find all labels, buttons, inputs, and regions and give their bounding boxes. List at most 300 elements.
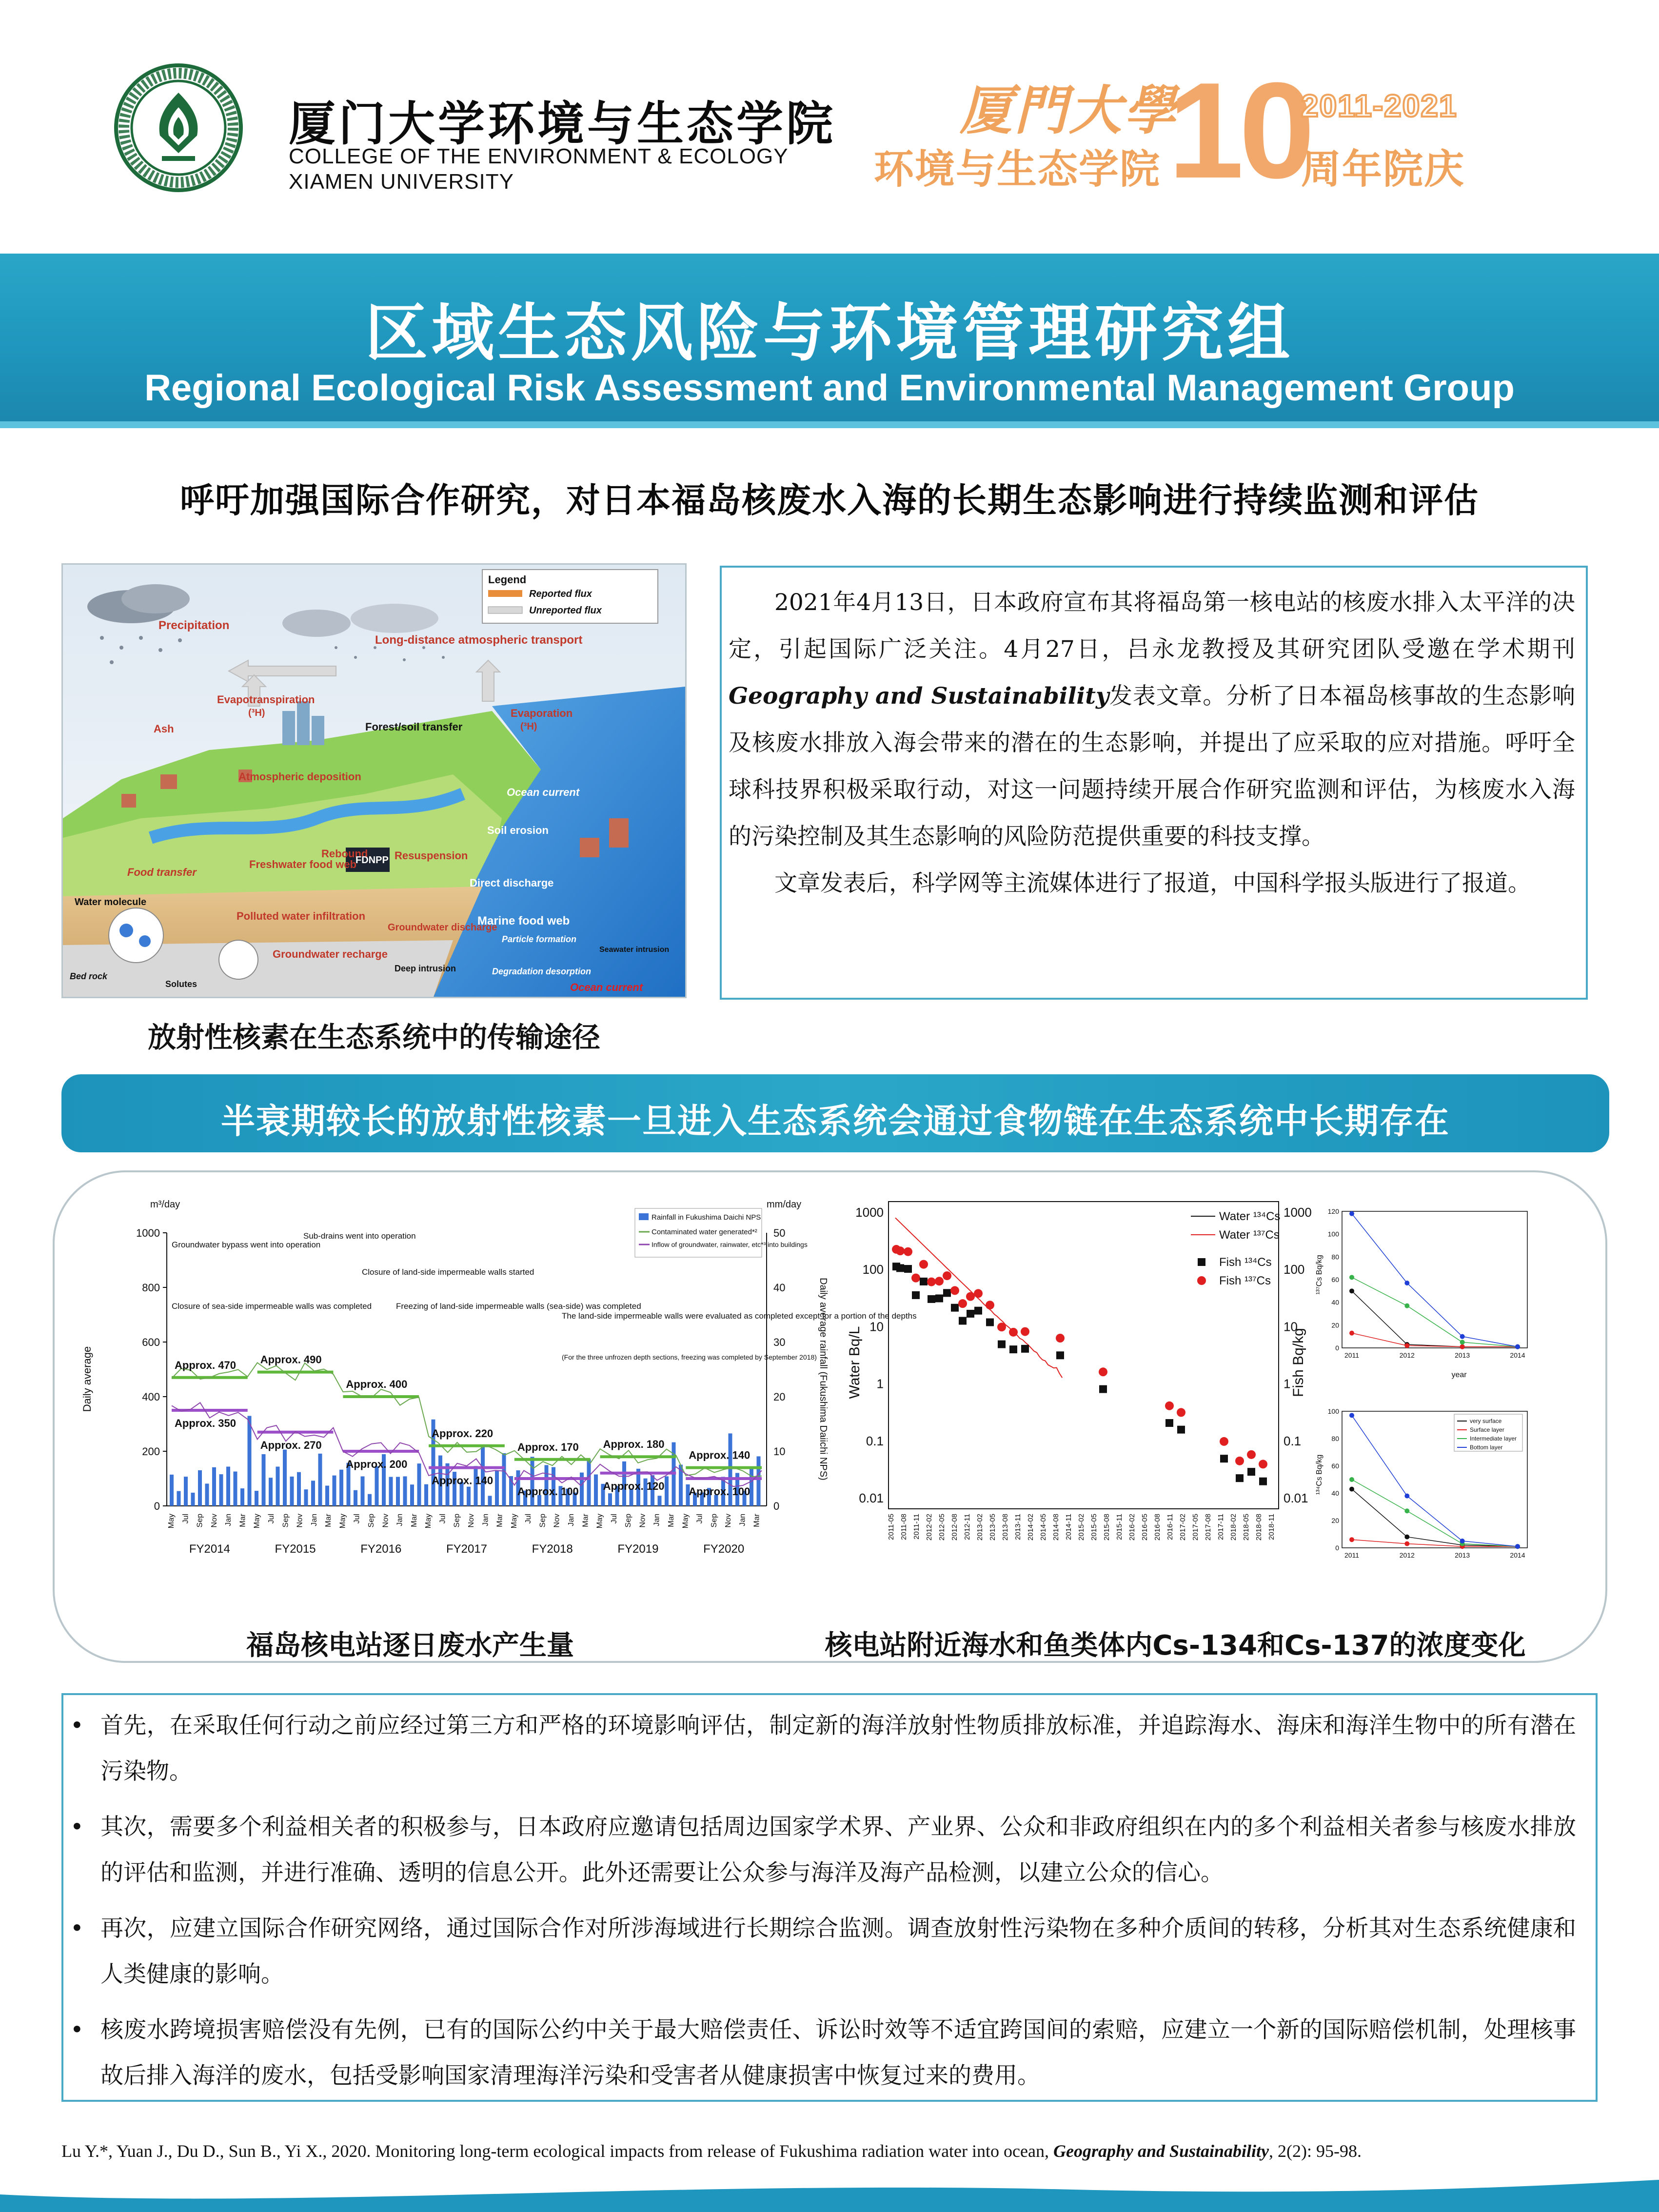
small-series-point [1349, 1288, 1354, 1293]
small-series-line [1352, 1214, 1518, 1347]
rainfall-bar [531, 1457, 534, 1506]
month-label: Sep [281, 1514, 290, 1528]
rainfall-bar [658, 1496, 662, 1506]
label-resuspension: Resuspension [395, 849, 468, 862]
cs-xtick-label: 2017-05 [1191, 1514, 1200, 1541]
reference-authors: Lu Y.*, Yuan J., Du D., Sun B., Yi X., 2020. Monitoring long-term ecological impacts from release of Fukushima radiation water into ocean, [61, 2141, 1053, 2161]
water-ytick-label: 600 [142, 1336, 160, 1348]
water-annotation: Closure of sea-side impermeable walls was completed [172, 1302, 372, 1311]
month-label: Mar [410, 1514, 418, 1527]
transport-illustration [63, 565, 685, 997]
month-label: Jul [267, 1514, 276, 1524]
recommendation-4: • 核废水跨境损害赔偿没有先例，已有的国际公约中关于最大赔偿责任、诉讼时效等不适宜跨国间的索赔，应建立一个新的国际赔偿机制，处理核事故后排入海洋的废水，包括受影响国家清理海洋污染和受害者从健康损害中恢复过来的费用。 [88, 2007, 1576, 2099]
water-annotation: Sub-drains went into operation [303, 1231, 416, 1241]
month-label: Nov [210, 1514, 218, 1528]
rainfall-bar [339, 1470, 343, 1506]
cs-xtick-label: 2017-11 [1217, 1514, 1225, 1540]
small-ytick-label: 80 [1331, 1253, 1339, 1261]
month-label: Jan [310, 1514, 318, 1526]
small-ytick-label: 120 [1327, 1207, 1339, 1215]
cs-xtick-label: 2012-05 [938, 1514, 946, 1541]
rainfall-bar [389, 1477, 393, 1506]
fish-cs137-point [1177, 1408, 1185, 1417]
cs-xtick-label: 2015-05 [1090, 1514, 1098, 1541]
cs-xtick-label: 2016-02 [1128, 1514, 1136, 1541]
rainfall-bar [368, 1494, 372, 1506]
cs-xtick-label: 2016-11 [1166, 1514, 1174, 1540]
label-ocean-current-bottom: Ocean current [570, 981, 643, 993]
legend-water137: Water ¹³⁷Cs [1219, 1228, 1280, 1242]
cs-xtick-label: 2018-02 [1229, 1514, 1238, 1541]
month-label: Jul [610, 1514, 618, 1524]
reference-citation [61, 2141, 1362, 2161]
water-ytick-right-label: 20 [773, 1391, 786, 1403]
small-series-point [1404, 1541, 1409, 1546]
water-ylabel-right: Daily average rainfall (Fukushima Daiichi NPS) [818, 1278, 829, 1481]
approx-label: Approx. 100 [517, 1485, 579, 1498]
fish-cs134-point [920, 1278, 928, 1285]
fish-cs134-point [998, 1341, 1006, 1348]
label-seawater-intrusion: Seawater intrusion [599, 946, 670, 954]
fish-cs137-point [1021, 1327, 1029, 1336]
cs-xtick-label: 2015-08 [1103, 1514, 1111, 1541]
fish-cs137-point [943, 1271, 951, 1280]
label-deep-intrusion: Deep intrusion [395, 964, 456, 973]
approx-label: Approx. 120 [603, 1480, 665, 1492]
cs-xtick-label: 2012-11 [963, 1514, 971, 1540]
small-ytick-label: 0 [1335, 1544, 1339, 1552]
small-series-point [1515, 1344, 1520, 1349]
cs-xtick-label: 2015-11 [1115, 1514, 1124, 1540]
fish-cs137-point [896, 1246, 905, 1255]
rainfall-bar [170, 1475, 174, 1506]
cs-xtick-label: 2018-11 [1267, 1514, 1276, 1540]
fy-label: FY2019 [617, 1542, 659, 1556]
cs-xtick-label: 2012-08 [950, 1514, 959, 1541]
month-label: Nov [724, 1514, 733, 1528]
transport-diagram-caption: 放射性核素在生态系统中的传输途径 [147, 1021, 600, 1054]
recommendation-2: • 其次，需要多个利益相关者的积极参与，日本政府应邀请包括周边国家学术界、产业界、公众和非政府组织在内的多个利益相关者参与核废水排放的评估和监测，并进行准确、透明的信息公开。此外还需要让公众参与海洋及海产品检测，以建立公众的信心。 [88, 1804, 1576, 1896]
fish-cs134-point [1165, 1419, 1173, 1427]
month-label: Mar [581, 1514, 590, 1527]
approx-label: Approx. 470 [175, 1359, 236, 1371]
small-series-point [1404, 1535, 1409, 1540]
month-label: Mar [495, 1514, 504, 1527]
cs-chart-axes [855, 1202, 1312, 1540]
rainfall-bar [198, 1470, 202, 1506]
water-annotation: Groundwater bypass went into operation [172, 1240, 321, 1249]
month-label: Jan [652, 1514, 661, 1526]
month-label: Sep [624, 1514, 633, 1528]
college-name-cn: 厦门大学环境与生态学院 [289, 97, 836, 151]
rainfall-bar [184, 1477, 188, 1506]
cs-xtick-label: 2011-05 [887, 1514, 895, 1540]
fish-cs137-point [927, 1278, 936, 1286]
legend-title: Legend [488, 573, 527, 586]
college-name-en: COLLEGE OF THE ENVIRONMENT & ECOLOGY [289, 144, 789, 168]
month-label: Sep [710, 1514, 718, 1528]
cs-xtick-label: 2017-02 [1179, 1514, 1187, 1541]
cs-xtick-label: 2014-05 [1039, 1514, 1047, 1541]
month-label: Sep [196, 1514, 204, 1528]
cs-ytick-right-label: 0.1 [1284, 1433, 1302, 1448]
cs-xtick-label: 2017-08 [1204, 1514, 1212, 1541]
approx-label: Approx. 400 [346, 1378, 408, 1390]
small-xtick-label: 2012 [1399, 1351, 1415, 1359]
rainfall-bar [177, 1491, 181, 1506]
label-groundwater-discharge: Groundwater discharge [388, 922, 497, 933]
small-series-point [1349, 1331, 1354, 1336]
legend-fish137: Fish ¹³⁷Cs [1219, 1274, 1271, 1287]
cs-xtick-label: 2016-05 [1141, 1514, 1149, 1541]
small-series-point [1349, 1211, 1354, 1216]
small-series-point [1460, 1334, 1465, 1339]
cs-xtick-label: 2018-08 [1255, 1514, 1263, 1541]
small-plot-frame [1342, 1211, 1527, 1348]
recommendations-box [61, 1693, 1598, 2102]
month-label: Jan [395, 1514, 404, 1526]
fish-cs137-point [1235, 1457, 1244, 1465]
label-food-transfer: Food transfer [127, 866, 197, 878]
label-solutes: Solutes [165, 979, 198, 989]
cs-ylabel-right: Fish Bq/kg [1290, 1328, 1306, 1397]
anniversary-number: 10 [1168, 55, 1310, 207]
small-xtick-label: 2013 [1455, 1351, 1470, 1359]
legend-fish134: Fish ¹³⁴Cs [1219, 1256, 1272, 1269]
approx-label: Approx. 200 [346, 1458, 408, 1470]
rainfall-bar [417, 1463, 421, 1506]
small-legend-label: Bottom layer [1470, 1444, 1503, 1451]
cs-ytick-right-label: 1 [1284, 1376, 1291, 1391]
label-ocean-current-top: Ocean current [507, 786, 580, 798]
rainfall-bar [212, 1467, 216, 1506]
rainfall-bar [587, 1459, 591, 1506]
cs-ytick-label: 1 [876, 1376, 884, 1391]
small-ytick-label: 100 [1327, 1407, 1339, 1415]
label-evapotranspiration: Evapotranspiration [217, 693, 315, 706]
fish-cs134-point [1259, 1478, 1267, 1485]
intro-paragraph-1 [729, 579, 1575, 860]
fy-label: FY2018 [532, 1542, 573, 1556]
legend-rainfall-swatch [639, 1213, 649, 1220]
approx-label: Approx. 270 [260, 1439, 322, 1451]
cs-xtick-label: 2013-11 [1014, 1514, 1022, 1540]
small-ytick-label: 60 [1331, 1276, 1339, 1284]
rainfall-bar [410, 1484, 414, 1506]
footer-wave [0, 2180, 1659, 2212]
rainfall-bar [234, 1472, 237, 1506]
water-ytick-right-label: 10 [773, 1445, 786, 1458]
section-banner-text: 半衰期较长的放射性核素一旦进入生态系统会通过食物链在生态系统中长期存在 [221, 1101, 1450, 1141]
rainfall-bar [318, 1454, 322, 1506]
small-xtick-label: 2011 [1344, 1351, 1360, 1359]
fy-label: FY2017 [446, 1542, 488, 1556]
label-ash: Ash [154, 723, 174, 735]
rainfall-bar [495, 1470, 499, 1506]
water-unit-right: mm/day [767, 1199, 802, 1210]
fy-label: FY2020 [703, 1542, 745, 1556]
fish-cs137-point [997, 1323, 1006, 1331]
charts-panel [53, 1170, 1607, 1663]
fish-cs134-point [1236, 1474, 1244, 1482]
legend-reported: Reported flux [529, 589, 592, 599]
rainfall-bar [333, 1476, 336, 1506]
water-chart-approx-labels [175, 1354, 750, 1498]
small-ytick-label: 20 [1331, 1517, 1339, 1524]
fish-cs137-point [1220, 1437, 1228, 1446]
rainfall-bar [396, 1477, 400, 1506]
water-ytick-label: 200 [142, 1445, 160, 1458]
fish-cs137-point [974, 1289, 983, 1298]
label-forest-soil: Forest/soil transfer [365, 721, 463, 733]
month-label: Jul [353, 1514, 361, 1524]
rainfall-bar [757, 1456, 761, 1506]
fy-label: FY2016 [360, 1542, 402, 1556]
rainfall-bar [354, 1490, 357, 1506]
fish-cs134-point [1021, 1345, 1029, 1353]
legend-inflow: Inflow of groundwater, rainwater, etc*³ into buildings [652, 1241, 808, 1248]
small-series-point [1349, 1537, 1354, 1542]
rainfall-bar [262, 1454, 266, 1506]
small-series-point [1349, 1275, 1354, 1280]
month-label: May [338, 1514, 347, 1529]
legend-unreported: Unreported flux [529, 605, 602, 616]
small-top-xlabel: year [1451, 1371, 1467, 1379]
month-label: May [253, 1514, 261, 1529]
poster-subtitle: 呼吁加强国际合作研究，对日本福岛核废水入海的长期生态影响进行持续监测和评估 [180, 480, 1479, 520]
small-xtick-label: 2013 [1455, 1551, 1470, 1559]
month-label: Jan [481, 1514, 490, 1526]
cs-ytick-right-label: 10 [1284, 1319, 1298, 1334]
fish-cs134-point [1099, 1385, 1107, 1393]
cs-ytick-label: 100 [862, 1262, 884, 1277]
month-label: Nov [467, 1514, 475, 1528]
cs-xtick-label: 2018-05 [1242, 1514, 1250, 1541]
small-ytick-label: 60 [1331, 1462, 1339, 1470]
legend-rainfall: Rainfall in Fukushima Daichi NPS [652, 1213, 761, 1222]
anniversary-label: 周年院庆 [1301, 146, 1465, 193]
label-degradation: Degradation desorption [492, 967, 592, 976]
approx-label: Approx. 220 [432, 1427, 494, 1440]
approx-label: Approx. 350 [175, 1417, 236, 1429]
anniversary-college: 环境与生态学院 [874, 146, 1161, 193]
intro-journal-name: Geography and Sustainability [729, 683, 1109, 710]
small-top-ylabel: ¹³⁷Cs Bq/kg [1315, 1255, 1323, 1295]
label-marine-food-web: Marine food web [477, 914, 570, 928]
cs-ytick-label: 10 [869, 1319, 884, 1334]
fish-cs137-point [919, 1260, 928, 1269]
water-ytick-right-label: 0 [773, 1500, 780, 1512]
title-band [0, 254, 1659, 428]
legend-contaminated: Contaminated water generated*² [652, 1228, 757, 1236]
rainfall-bar [219, 1474, 223, 1506]
fish-cs134-point [896, 1264, 904, 1272]
label-long-distance: Long-distance atmospheric transport [375, 633, 583, 647]
fish-cs137-point [1056, 1334, 1065, 1343]
water-chart-caption: 福岛核电站逐日废水产生量 [246, 1630, 574, 1661]
approx-label: Approx. 490 [260, 1353, 322, 1366]
rainfall-bar [665, 1476, 669, 1506]
fish-cs137-point [950, 1286, 959, 1295]
water-annotation: Closure of land-side impermeable walls started [362, 1267, 534, 1277]
month-label: May [167, 1514, 176, 1529]
month-label: Jul [524, 1514, 533, 1524]
cs-xtick-label: 2014-08 [1052, 1514, 1060, 1541]
small-series-point [1404, 1343, 1409, 1348]
fish-cs137-point [911, 1274, 920, 1283]
fish-cs134-point [959, 1317, 967, 1324]
fish-cs134-point [1009, 1345, 1017, 1353]
intro-text-b: 发表文章。分析了日本福岛核事故的生态影响及核废水排放入海会带来的潜在的生态影响，并提出了应采取的应对措施。呼吁全球科技界积极采取行动，对这一问题持续开展合作研究监测和评估，为核废水入海的污染控制及其生态影响的风险防范提供重要的科技支撑。 [729, 683, 1575, 850]
fy-label: FY2015 [275, 1542, 316, 1556]
cs137-layer-chart [1313, 1202, 1537, 1387]
small-xtick-label: 2014 [1510, 1351, 1525, 1359]
month-label: Jul [695, 1514, 704, 1524]
legend-water134: Water ¹³⁴Cs [1219, 1210, 1281, 1223]
small-ytick-label: 100 [1327, 1230, 1339, 1238]
rainfall-bar [502, 1453, 506, 1506]
fish-cs137-point [966, 1292, 975, 1301]
small-bot-content [1328, 1407, 1527, 1559]
month-label: May [510, 1514, 518, 1529]
rainfall-bar [608, 1493, 612, 1506]
legend-fish134-swatch [1198, 1258, 1205, 1266]
cs-xtick-label: 2016-08 [1153, 1514, 1162, 1541]
month-label: Nov [553, 1514, 561, 1528]
rainfall-bar [248, 1416, 252, 1506]
approx-label: Approx. 140 [432, 1474, 494, 1487]
small-legend-label: Intermediate layer [1470, 1435, 1517, 1442]
label-evaporation: Evaporation [511, 707, 573, 719]
label-soil-erosion: Soil erosion [487, 824, 549, 836]
label-direct-discharge: Direct discharge [470, 877, 554, 889]
label-fdnpp: FDNPP [356, 855, 389, 866]
cs-xtick-label: 2015-02 [1077, 1514, 1086, 1541]
rainfall-bar [467, 1487, 471, 1506]
cs-chart-caption: 核电站附近海水和鱼类体内Cs-134和Cs-137的浓度变化 [825, 1630, 1526, 1661]
small-series-point [1460, 1340, 1465, 1344]
cs-chart-legend [1191, 1210, 1280, 1287]
section-banner [61, 1074, 1609, 1152]
water-ytick-label: 800 [142, 1282, 160, 1294]
fish-cs134-point [904, 1265, 912, 1273]
month-label: Sep [367, 1514, 375, 1528]
cs-xtick-label: 2014-11 [1065, 1514, 1073, 1540]
rainfall-bar [403, 1476, 407, 1506]
month-label: Nov [638, 1514, 647, 1528]
rainfall-bar [325, 1486, 329, 1506]
small-series-point [1404, 1508, 1409, 1513]
fish-cs134-point [967, 1310, 974, 1318]
month-label: May [681, 1514, 690, 1529]
month-label: Sep [453, 1514, 461, 1528]
label-bed-rock: Bed rock [70, 971, 108, 981]
water-ylabel-left: Daily average [81, 1346, 93, 1412]
month-label: Sep [538, 1514, 547, 1528]
small-series-line [1352, 1277, 1518, 1346]
small-ytick-label: 20 [1331, 1321, 1339, 1329]
small-legend-label: very surface [1470, 1418, 1502, 1424]
group-title-cn: 区域生态风险与环境管理研究组 [365, 297, 1294, 370]
radionuclide-transport-diagram [61, 563, 687, 998]
water-unit-left: m³/day [150, 1199, 180, 1210]
cs-xtick-label: 2011-11 [912, 1514, 921, 1540]
fish-cs134-point [951, 1304, 959, 1312]
month-label: Jan [738, 1514, 747, 1526]
small-xtick-label: 2014 [1510, 1551, 1525, 1559]
small-ytick-label: 80 [1331, 1435, 1339, 1442]
small-series-point [1460, 1344, 1465, 1349]
fish-cs137-point [1247, 1450, 1256, 1459]
fish-cs137-point [1009, 1328, 1018, 1337]
water-ytick-right-label: 50 [773, 1227, 786, 1239]
fish-cs134-point [943, 1289, 951, 1297]
rainfall-bar [594, 1475, 598, 1506]
fish-cs134-point [974, 1307, 982, 1315]
cs-ytick-label: 0.01 [859, 1491, 884, 1505]
rainfall-bar [255, 1491, 258, 1506]
fish-cs134-point [986, 1318, 994, 1326]
reference-volume: , 2(2): 95-98. [1269, 2141, 1362, 2161]
anniversary-university: 厦門大學 [960, 80, 1179, 141]
small-ytick-label: 0 [1335, 1344, 1339, 1352]
fish-cs134-point [912, 1291, 920, 1299]
small-series-line [1352, 1489, 1518, 1547]
month-label: May [595, 1514, 604, 1529]
fish-cs137-point [935, 1277, 944, 1285]
rainfall-bar [283, 1450, 287, 1506]
rainfall-bar [424, 1484, 428, 1506]
small-series-point [1404, 1281, 1409, 1285]
cs-xtick-label: 2013-02 [976, 1514, 984, 1541]
month-label: Jan [224, 1514, 233, 1526]
rainfall-bar [375, 1466, 379, 1506]
fish-cs134-point [1177, 1426, 1185, 1434]
cs-ytick-right-label: 0.01 [1284, 1491, 1308, 1505]
month-label: Jul [181, 1514, 190, 1524]
recommendation-3: • 再次，应建立国际合作研究网络，通过国际合作对所涉海域进行长期综合监测。调查放射性污染物在多种介质间的转移，分析其对生态系统健康和人类健康的影响。 [88, 1906, 1576, 1997]
label-precipitation: Precipitation [158, 619, 230, 632]
university-name-en: XIAMEN UNIVERSITY [289, 170, 514, 194]
water-chart-annotations [172, 1231, 917, 1361]
month-label: Nov [381, 1514, 390, 1528]
label-polluted-water: Polluted water infiltration [237, 910, 366, 922]
label-particle-formation: Particle formation [502, 934, 577, 944]
cs-ytick-label: 0.1 [866, 1433, 884, 1448]
approx-label: Approx. 140 [689, 1449, 750, 1462]
rainfall-bar [276, 1467, 280, 1506]
rainfall-bar [191, 1493, 195, 1506]
approx-label: Approx. 170 [517, 1441, 579, 1453]
fish-cs134-point [1247, 1468, 1255, 1476]
label-groundwater-recharge: Groundwater recharge [273, 948, 388, 960]
group-title-en: Regional Ecological Risk Assessment and Environmental Management Group [144, 367, 1515, 409]
water-chart-x-labels [167, 1513, 761, 1556]
cs-ylabel-left: Water Bq/L [847, 1326, 863, 1399]
fish-cs137-point [1099, 1367, 1107, 1376]
small-series-line [1352, 1480, 1518, 1546]
cs-ytick-right-label: 1000 [1284, 1205, 1312, 1220]
rainfall-bar [290, 1477, 294, 1506]
water-annotation: Freezing of land-side impermeable walls (sea-side) was completed [396, 1302, 641, 1311]
small-legend-label: Surface layer [1470, 1426, 1504, 1433]
approx-label: Approx. 100 [689, 1485, 750, 1498]
reference-journal: Geography and Sustainability [1053, 2141, 1269, 2161]
water-ytick-right-label: 30 [773, 1336, 786, 1348]
fy-label: FY2014 [189, 1542, 230, 1556]
cs-concentration-chart [830, 1187, 1318, 1567]
rainfall-bar [488, 1496, 492, 1506]
